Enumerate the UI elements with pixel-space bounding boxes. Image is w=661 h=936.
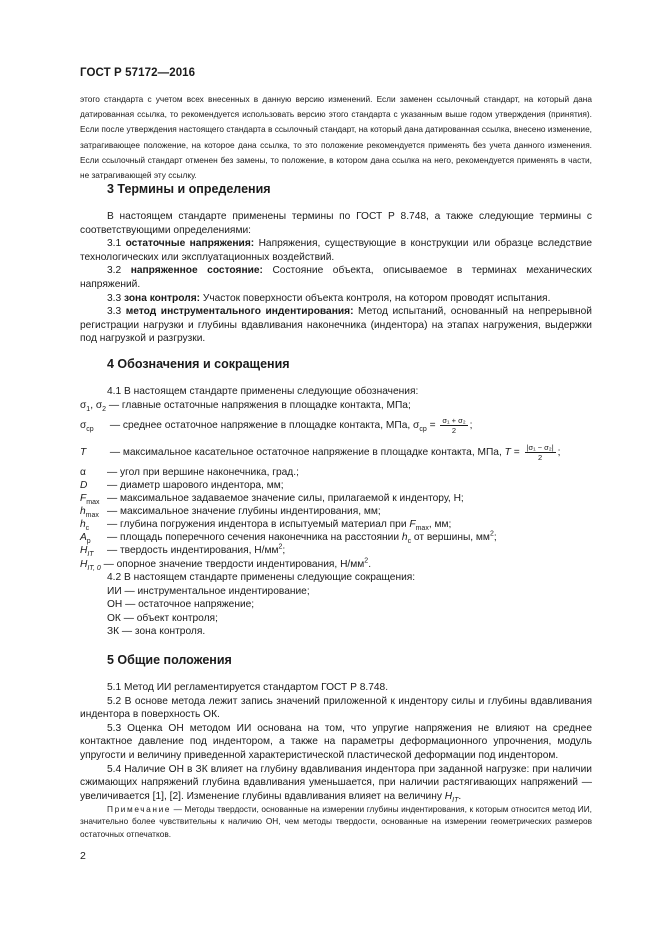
section-4-title: 4 Обозначения и сокращения <box>107 357 290 371</box>
symbol-description: — глубина погружения индентора в испытуемый материал при <box>107 519 410 530</box>
symbol: F <box>80 493 87 504</box>
formula-end: ; <box>557 447 561 459</box>
symbol-row-Fmax <box>80 492 464 506</box>
unit-sup: 2 <box>364 557 369 565</box>
symbol-description: — максимальное задаваемое значение силы, прилагаемой к индентору, Н; <box>107 493 464 504</box>
formula <box>413 416 473 435</box>
note-paragraph <box>80 803 592 840</box>
symbol: h <box>80 506 86 517</box>
term-number: 3.1 <box>107 238 122 250</box>
symbol-description: — главные остаточные напряжения в площадке контакта, МПа; <box>106 400 411 411</box>
term-name: зона контроля: <box>124 292 201 304</box>
clause-5-4 <box>80 763 592 804</box>
symbol-description-end: от вершины, мм <box>411 532 490 543</box>
intro-text: этого стандарта с учетом всех внесенных в данную версию изменений. Если заменен ссылочный стандарт, на который дана датированная ссылка, то рекомендуется использовать версию этого стандарта с указанным выше годом утверждения (принятия). Если после утверждения настоящего стандарта в ссылочный стандарт, на который дана датированная ссылка, внесено изменение, затрагивающее положение, на которое дана ссылка, то это положение рекомендуется применять без учета данного изменения. Если ссылочный стандарт отменен без замены, то положение, в котором дана ссылка на него, рекомендуется применять в части, не затрагивающей эту ссылку. <box>80 94 592 181</box>
formula-sub: ср <box>419 426 427 434</box>
section-5-title: 5 Общие положения <box>107 653 232 667</box>
formula <box>504 443 561 462</box>
formula-symbol: σ <box>413 420 420 432</box>
symbol-description: — диаметр шарового индентора, мм; <box>107 480 284 491</box>
formula-end: ; <box>469 420 473 432</box>
inline-symbol: F <box>409 519 416 530</box>
symbol-row-sigma-sr <box>80 416 472 435</box>
inline-sup: 2 <box>489 530 494 538</box>
symbol-row-Ap <box>80 531 497 545</box>
symbol: σ <box>80 400 87 411</box>
abbreviation-item: ОН — остаточное напряжение; <box>107 599 255 610</box>
term-3-2 <box>80 264 592 291</box>
punctuation: ; <box>282 545 286 556</box>
symbol-cell <box>80 505 107 519</box>
term-definition: Напряжения, существующие в конструкции или образце вследствие технологических или эксплуатационных воздействий. <box>80 238 592 263</box>
symbol: H <box>80 559 88 570</box>
fraction <box>440 416 467 435</box>
symbol-sub: ср <box>86 426 94 434</box>
section-3-body <box>80 210 592 346</box>
symbol-row-alpha <box>80 466 299 480</box>
symbol-cell <box>80 531 107 545</box>
symbol: D <box>80 480 88 491</box>
symbol-sub: max <box>86 499 100 507</box>
formula-equals: = <box>426 420 439 432</box>
symbol-description: — максимальное касательное остаточное напряжение в площадке контакта, МПа, <box>109 447 502 459</box>
inline-symbol: H <box>444 790 453 802</box>
fraction-numerator: σ₁ + σ₂ <box>442 416 466 425</box>
symbol-sub: 2 <box>102 406 107 414</box>
symbol-sub: p <box>86 538 91 546</box>
symbol-description: — твердость индентирования, Н/мм <box>107 545 279 556</box>
term-name: напряженное состояние: <box>130 265 263 277</box>
symbols-lead: 4.1 В настоящем стандарте применены следующие обозначения: <box>107 386 419 397</box>
page-number: 2 <box>80 850 86 862</box>
symbol-sub: 1 <box>86 406 91 414</box>
symbol-cell <box>80 492 107 506</box>
term-definition: Участок поверхности объекта контроля, на котором проводят испытания. <box>200 292 551 304</box>
symbol: T <box>80 447 87 459</box>
note-label: Примечание <box>107 804 172 814</box>
clause-text: 5.4 Наличие ОН в ЗК влияет на глубину вдавливания индентора при заданной нагрузке: при наличии сжимающих напряжений глубина вдавливания уменьшается, при наличии растягивающих напряжений — увеличивается [1], [2]. Изменение глубины вдавливания влияет на величину <box>80 763 592 802</box>
symbol-row-hc <box>80 518 451 532</box>
punctuation: . <box>458 790 462 802</box>
inline-symbol: h <box>401 532 408 543</box>
term-number: 3.3 <box>107 306 122 318</box>
symbol: σ <box>80 420 87 432</box>
symbol-sub: IT, 0 <box>87 565 101 573</box>
term-number: 3.3 <box>107 292 122 304</box>
symbol: h <box>80 519 86 530</box>
term-definition: Состояние объекта, описываемое в терминах механических напряжений. <box>80 265 592 290</box>
abbreviations-lead: 4.2 В настоящем стандарте применены следующие сокращения: <box>107 572 416 583</box>
section-3-title: 3 Термины и определения <box>107 182 271 196</box>
punctuation: . <box>368 559 372 570</box>
note-text: — Методы твердости, основанные на измерении глубины индентирования, к которым относится метод ИИ, значительно более чувствительны к наличию ОН, чем методы твердости, основанные на измерении геометрических размеров остаточных отпечатков. <box>80 804 592 839</box>
formula-equals: = <box>510 447 523 459</box>
abbreviation-item: ИИ — инструментальное индентирование; <box>107 586 310 597</box>
symbol-row-HIT0 <box>80 558 371 572</box>
clause-5-3: 5.3 Оценка ОН методом ИИ основана на том, что упругие напряжения не влияют на среднее контактное давление под индентором, а также на параметры деформационного упрочнения, модуль упругости и величину приведенной характеристической пластической деформации под индентором. <box>80 722 592 761</box>
symbol-cell <box>80 544 107 558</box>
fraction-denominator: 2 <box>537 453 543 462</box>
symbol-row-sigma12 <box>80 399 411 413</box>
symbol-cell <box>80 559 101 573</box>
term-number: 3.2 <box>107 265 122 277</box>
symbol: A <box>80 532 87 543</box>
fraction <box>525 443 556 462</box>
symbol-row-T <box>80 443 561 462</box>
separator: , <box>90 400 96 411</box>
symbol-sub: IT <box>87 551 94 559</box>
symbol-cell <box>80 518 107 532</box>
inline-sub: max <box>415 525 429 533</box>
term-3-3 <box>80 292 592 306</box>
term-name: метод инструментального индентирования: <box>125 306 354 318</box>
symbol-description: — угол при вершине наконечника, град.; <box>107 467 299 478</box>
clause-5-1: 5.1 Метод ИИ регламентируется стандартом ГОСТ Р 8.748. <box>107 682 389 693</box>
note <box>80 803 592 840</box>
symbol: α <box>80 467 86 478</box>
clause-5-2: 5.2 В основе метода лежит запись значений приложенной к индентору силы и глубины вдавливания индентора в поверхность ОК. <box>80 695 592 721</box>
symbol-sub: c <box>85 525 90 533</box>
page-header: ГОСТ Р 57172—2016 <box>80 67 196 79</box>
abbreviation-item: ОК — объект контроля; <box>107 613 218 624</box>
symbol-row-D <box>80 479 284 493</box>
inline-sub: c <box>407 538 412 546</box>
symbol-sub: max <box>85 512 99 520</box>
symbol-description: — опорное значение твердости индентирования, Н/мм <box>103 559 365 570</box>
symbol: σ <box>95 400 103 411</box>
symbol-description: — максимальное значение глубины индентирования, мм; <box>107 506 381 517</box>
symbol-cell <box>80 419 107 433</box>
symbol-description: — площадь поперечного сечения наконечника на расстоянии <box>107 532 402 543</box>
symbol: H <box>80 545 88 556</box>
section-5-body <box>80 681 592 803</box>
abbreviation-item: ЗК — зона контроля. <box>107 626 206 637</box>
intro-paragraph <box>80 92 592 183</box>
term-name: остаточные напряжения: <box>125 238 255 250</box>
inline-sub: IT <box>452 796 459 804</box>
punctuation: ; <box>493 532 497 543</box>
section-3-lead: В настоящем стандарте применены термины по ГОСТ Р 8.748, а также следующие термины с соответствующими определениями: <box>80 211 592 236</box>
term-3-4 <box>80 305 592 346</box>
fraction-numerator: |σ₁ − σ₂| <box>526 443 554 452</box>
fraction-denominator: 2 <box>451 426 457 435</box>
unit-sup: 2 <box>278 543 283 551</box>
symbol-row-HIT <box>80 544 285 558</box>
symbol-description-end: , мм; <box>428 519 452 530</box>
term-definition: Метод испытаний, основанный на непрерывной регистрации нагрузки и глубины вдавливания наконечника (индентора) на этапах нагружения, выдержки под нагрузкой и разгрузки. <box>80 306 592 345</box>
formula-symbol: T <box>504 447 511 459</box>
symbol-row-hmax <box>80 505 381 519</box>
symbol-description: — среднее остаточное напряжение в площадке контакта, МПа, <box>109 420 411 432</box>
term-3-1 <box>80 237 592 264</box>
